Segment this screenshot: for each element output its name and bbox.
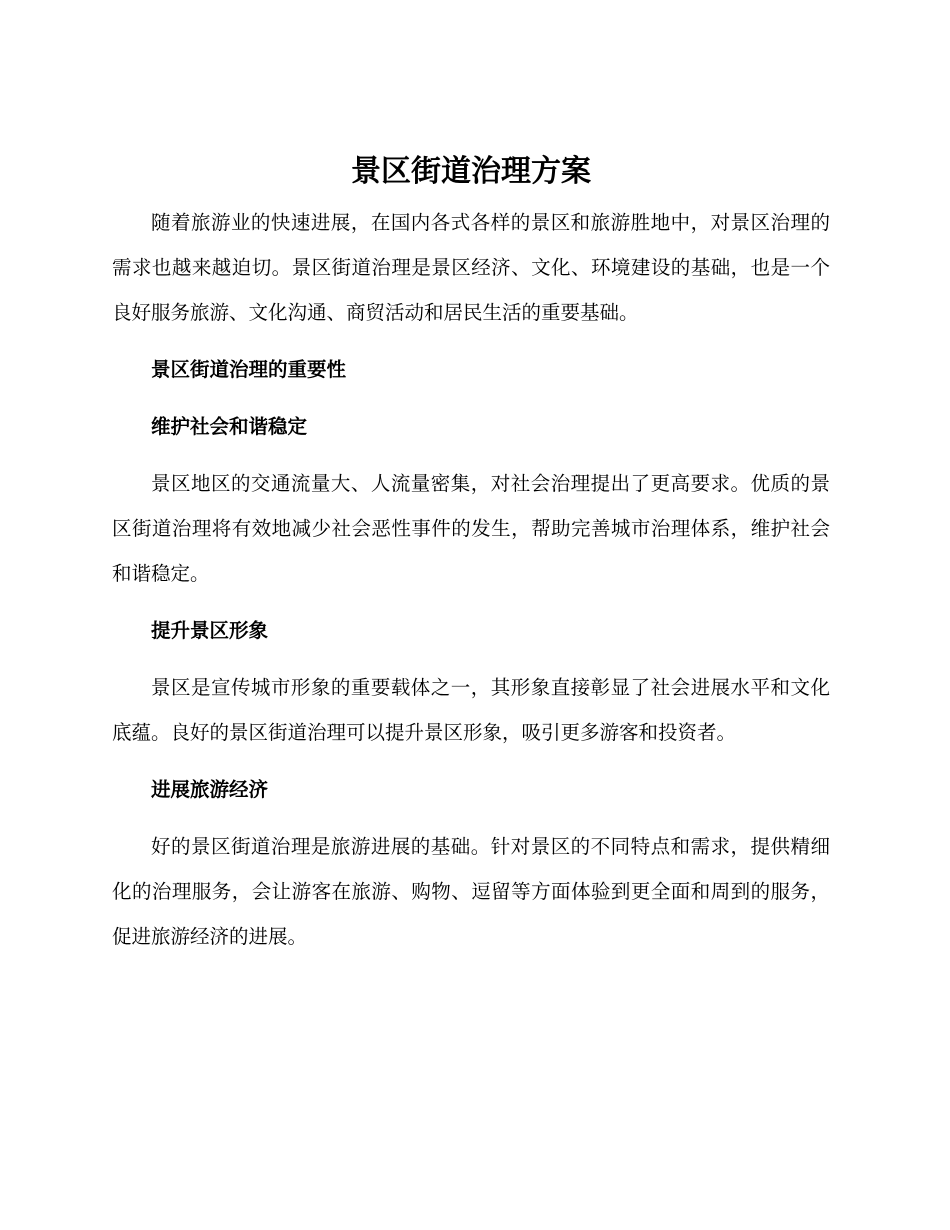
spacer	[112, 596, 830, 608]
subsection-body-image: 景区是宣传城市形象的重要载体之一，其形象直接彰显了社会进展水平和文化底蕴。良好的景区街道治理可以提升景区形象，吸引更多游客和投资者。	[112, 676, 830, 744]
section-heading: 景区街道治理的重要性	[151, 358, 347, 381]
spacer	[112, 812, 830, 824]
spacer	[112, 335, 830, 347]
spacer	[112, 392, 830, 404]
intro-paragraph: 随着旅游业的快速进展，在国内各式各样的景区和旅游胜地中，对景区治理的需求也越来越迫切。景区街道治理是景区经济、文化、环境建设的基础，也是一个良好服务旅游、文化沟通、商贸活动和居民生活的重要基础。	[112, 211, 830, 324]
spacer	[112, 653, 830, 665]
document-title: 景区街道治理方案	[351, 154, 591, 189]
subsection-heading-stability: 维护社会和谐稳定	[151, 415, 308, 438]
spacer	[112, 449, 830, 461]
subsection-body-economy: 好的景区街道治理是旅游进展的基础。针对景区的不同特点和需求，提供精细化的治理服务，会让游客在旅游、购物、逗留等方面体验到更全面和周到的服务，促进旅游经济的进展。	[112, 835, 830, 948]
subsection-body-stability: 景区地区的交通流量大、人流量密集，对社会治理提出了更高要求。优质的景区街道治理将有效地减少社会恶性事件的发生，帮助完善城市治理体系，维护社会和谐稳定。	[112, 472, 830, 585]
subsection-heading-image: 提升景区形象	[151, 619, 269, 642]
subsection-heading-economy: 进展旅游经济	[151, 778, 269, 801]
document-page	[112, 150, 830, 959]
spacer	[112, 755, 830, 767]
